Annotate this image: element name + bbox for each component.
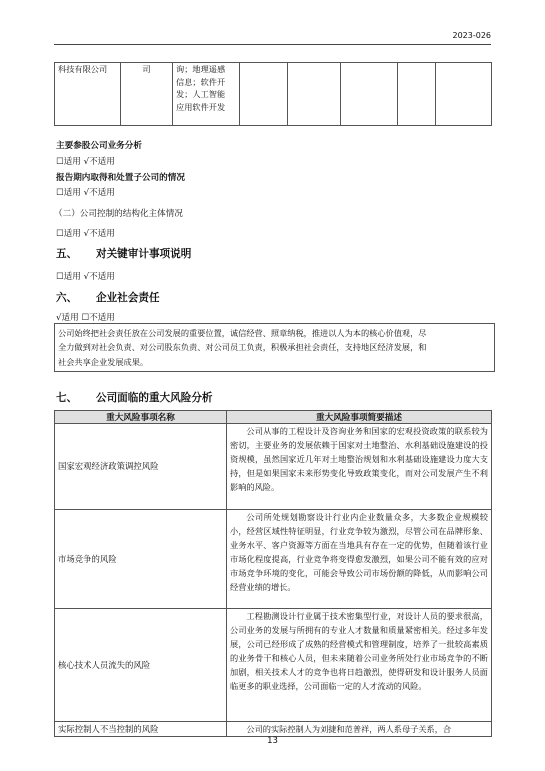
risk-name-cell: 国家宏观经济政策调控风险 xyxy=(55,424,227,510)
applicability-options: ☐适用 √不适用 xyxy=(56,272,115,282)
empty-cell xyxy=(341,63,398,126)
heading-text: 公司面临的重大风险分析 xyxy=(96,392,213,404)
heading-number: 七、 xyxy=(56,392,78,404)
column-header: 重大风险事项简要描述 xyxy=(227,411,492,424)
applicability-options: √适用 ☐不适用 xyxy=(56,313,115,323)
text-line: 公司始终把社会责任放在公司发展的重要位置，诚信经营、照章纳税，推进以人为本的核心价值观，尽 xyxy=(58,328,427,338)
risk-table xyxy=(54,410,492,737)
social-responsibility-text xyxy=(54,323,495,372)
text-line: 全力做到对社会负责、对公司股东负责、对公司员工负责，积极承担社会责任，支持地区经济发展，和 xyxy=(58,342,427,353)
table-header-row xyxy=(55,411,492,424)
heading-number: 五、 xyxy=(56,248,78,260)
applicability-options: ☐适用 √不适用 xyxy=(56,229,115,239)
business-scope-cell xyxy=(173,63,240,126)
scope-line: 信息；软件开 xyxy=(176,76,226,87)
heading-number: 六、 xyxy=(56,292,78,304)
page-number: 13 xyxy=(267,736,278,746)
empty-cell xyxy=(240,63,288,126)
table-row xyxy=(55,424,492,510)
table-row xyxy=(55,609,492,722)
empty-cell xyxy=(436,63,492,126)
scope-line: 询；地理遥感 xyxy=(176,64,226,74)
risk-name-cell: 市场竞争的风险 xyxy=(55,510,227,609)
scope-line: 发；人工智能 xyxy=(176,89,226,100)
header-rule xyxy=(54,44,491,45)
empty-cell xyxy=(288,63,341,126)
heading-text: 对关键审计事项说明 xyxy=(96,248,192,260)
company-name-cell: 科技有限公司 xyxy=(55,63,121,126)
heading-social-responsibility xyxy=(56,290,160,305)
risk-name-cell: 实际控制人不当控制的风险 xyxy=(55,722,227,737)
company-type-cell: 司 xyxy=(121,63,173,126)
heading-key-audit-matters xyxy=(56,246,191,261)
risk-desc-cell: 工程勘测设计行业属于技术密集型行业，对设计人员的要求很高，公司业务的发展与所拥有的专业人才数量和质量紧密相关。经过多年发展，公司已经形成了成熟的经营模式和管理制度，培养了一批较高素质的业务骨干和核心人员，但未来随着公司业务所处行业市场竞争的不断加剧，相关技术人才的竞争也将日趋激烈，使得研发和设计服务人员面临更多的职业选择，公司面临一定的人才流动的风险。 xyxy=(227,609,492,722)
subsidiary-table-continued xyxy=(54,62,492,126)
risk-name-cell: 核心技术人员流失的风险 xyxy=(55,609,227,722)
table-row xyxy=(55,510,492,609)
section-title-equity-companies: 主要参股公司业务分析 xyxy=(56,141,142,151)
column-header: 重大风险事项名称 xyxy=(55,411,227,424)
text-line: 社会共享企业发展成果。 xyxy=(58,356,149,367)
section-title-subsidiary-changes: 报告期内取得和处置子公司的情况 xyxy=(56,173,185,183)
risk-desc-cell: 公司从事的工程设计及咨询业务和国家的宏观投资政策的联系较为密切，主要业务的发展依赖于国家对土地整治、水利基础设施建设的投资规模，虽然国家近几年对土地整治规划和水利基础设施建设力度大支持，但是如果国家未来形势变化导致政策变化，而对公司发展产生不利影响的风险。 xyxy=(227,424,492,510)
applicability-options: ☐适用 √不适用 xyxy=(56,157,115,167)
document-code: 2023-026 xyxy=(452,31,491,40)
heading-major-risks xyxy=(56,390,213,405)
applicability-options: ☐适用 √不适用 xyxy=(56,188,115,198)
risk-desc-cell: 公司的实际控制人为刘捷和范普祥，两人系母子关系，合 xyxy=(227,722,492,737)
section-title-structured-entities: （二）公司控制的结构化主体情况 xyxy=(54,209,183,219)
heading-text: 企业社会责任 xyxy=(96,292,160,304)
empty-cell xyxy=(398,63,436,126)
table-row xyxy=(55,722,492,737)
scope-line: 应用软件开发 xyxy=(176,101,226,112)
risk-desc-cell: 公司所处规划勘察设计行业内企业数量众多，大多数企业规模较小，经营区域性特征明显，行业竞争较为激烈，尽管公司在品牌形象、业务水平、客户资源等方面在当地具有存在一定的优势，但随着该行业市场化程度提高，行业竞争将变得愈发激烈，如果公司不能有效的应对市场竞争环境的变化，可能会导致公司市场份额的降低，从而影响公司经营业绩的增长。 xyxy=(227,510,492,609)
table-row xyxy=(55,63,492,126)
